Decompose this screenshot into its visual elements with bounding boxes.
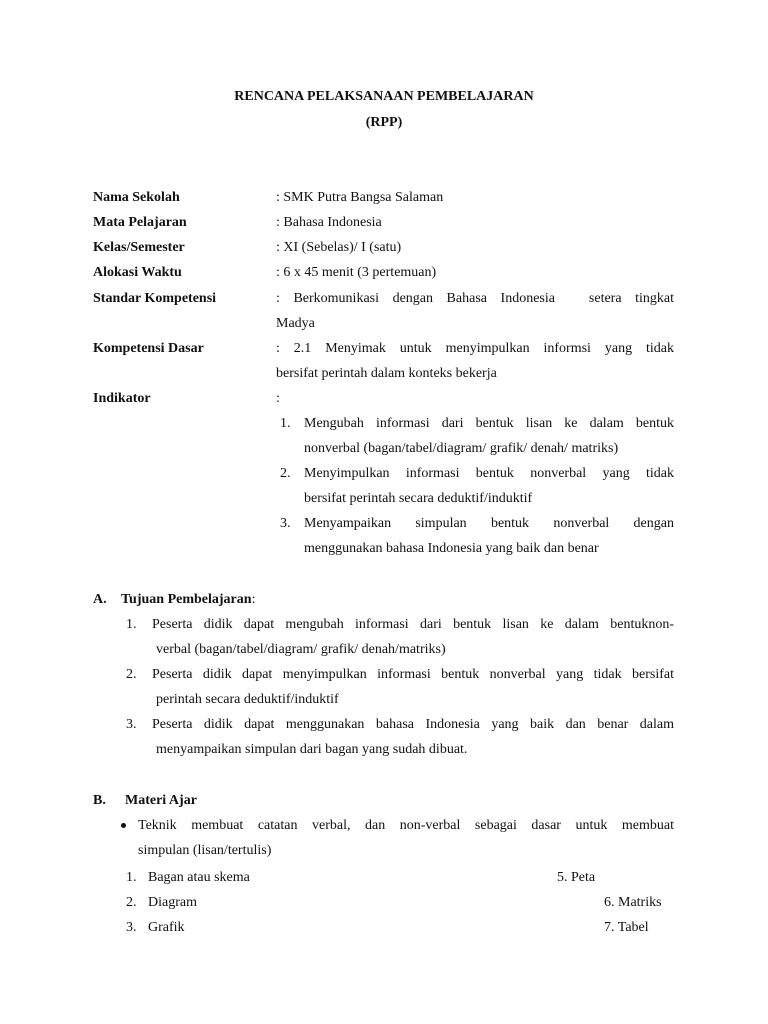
field-value: :: [276, 391, 280, 406]
tujuan-line2: perintah secara deduktif/induktif: [156, 692, 339, 707]
indikator-line2: bersifat perintah secara deduktif/induktif: [304, 491, 533, 506]
field-value-line2: Madya: [276, 316, 315, 331]
field-value: : 6 x 45 menit (3 pertemuan): [276, 265, 437, 280]
field-value: : SMK Putra Bangsa Salaman: [276, 190, 444, 205]
list-number: 3.: [126, 717, 137, 732]
list-number: 2.: [126, 667, 137, 682]
indikator-line2: nonverbal (bagan/tabel/diagram/ grafik/ denah/ matriks): [304, 441, 619, 456]
tujuan-line1: Peserta didik dapat mengubah informasi dari bentuk lisan ke dalam bentuknon-: [152, 617, 674, 632]
list-number: 1.: [126, 617, 137, 632]
field-value-line1: : Berkomunikasi dengan Bahasa Indonesia setera tingkat: [276, 291, 674, 306]
document-title: RENCANA PELAKSANAAN PEMBELAJARAN: [234, 89, 534, 104]
tujuan-line1: Peserta didik dapat menggunakan bahasa Indonesia yang baik dan benar dalam: [152, 717, 674, 732]
heading-colon: :: [251, 592, 256, 607]
tujuan-item: [126, 612, 674, 662]
list-text: Diagram: [148, 895, 197, 910]
section-letter: B.: [93, 793, 106, 808]
tujuan-item: [126, 712, 674, 762]
section-heading: Tujuan Pembelajaran: [121, 592, 252, 607]
list-number: 1.: [126, 870, 137, 885]
list-text-right: 5. Peta: [557, 870, 596, 885]
list-text: Bagan atau skema: [148, 870, 250, 885]
section-heading-wrap: [121, 587, 255, 612]
list-number: 1.: [280, 416, 291, 431]
list-number: 2.: [126, 895, 137, 910]
indikator-line1: Menyimpulkan informasi bentuk nonverbal yang tidak: [304, 466, 674, 481]
identity-row-kompetensi-dasar: [93, 336, 674, 386]
section-letter: A.: [93, 592, 107, 607]
list-number: 3.: [280, 516, 291, 531]
field-value: : Bahasa Indonesia: [276, 215, 382, 230]
identity-row-standar-kompetensi: [93, 286, 674, 336]
field-label: Nama Sekolah: [93, 190, 180, 205]
list-text-right: 6. Matriks: [604, 895, 662, 910]
field-label: Standar Kompetensi: [93, 291, 217, 306]
field-value-line1: : 2.1 Menyimak untuk menyimpulkan informsi yang tidak: [276, 341, 674, 356]
field-label: Mata Pelajaran: [93, 215, 187, 230]
materi-bullet-item: [118, 813, 674, 863]
list-text: Grafik: [148, 920, 185, 935]
indikator-item: [280, 511, 674, 561]
bullet-icon: [121, 823, 126, 828]
field-label: Kompetensi Dasar: [93, 341, 204, 356]
field-value-line2: bersifat perintah dalam konteks bekerja: [276, 366, 497, 381]
field-label: Kelas/Semester: [93, 240, 185, 255]
list-number: 2.: [280, 466, 291, 481]
document-subtitle: (RPP): [365, 115, 403, 130]
field-value: : XI (Sebelas)/ I (satu): [276, 240, 402, 255]
tujuan-item: [126, 662, 674, 712]
indikator-line1: Mengubah informasi dari bentuk lisan ke dalam bentuk: [304, 416, 674, 431]
tujuan-line2: verbal (bagan/tabel/diagram/ grafik/ denah/matriks): [156, 642, 446, 657]
bullet-line2: simpulan (lisan/tertulis): [138, 843, 272, 858]
tujuan-line2: menyampaikan simpulan dari bagan yang sudah dibuat.: [156, 742, 468, 757]
indikator-item: [280, 461, 674, 511]
indikator-line1: Menyampaikan simpulan bentuk nonverbal dengan: [304, 516, 674, 531]
section-heading: Materi Ajar: [125, 793, 197, 808]
field-label: Alokasi Waktu: [93, 265, 182, 280]
list-text-right: 7. Tabel: [604, 920, 649, 935]
field-label: Indikator: [93, 391, 151, 406]
bullet-line1: Teknik membuat catatan verbal, dan non-verbal sebagai dasar untuk membuat: [138, 818, 674, 833]
indikator-item: [280, 411, 674, 461]
tujuan-line1: Peserta didik dapat menyimpulkan informasi bentuk nonverbal yang tidak bersifat: [152, 667, 674, 682]
indikator-line2: menggunakan bahasa Indonesia yang baik dan benar: [304, 541, 599, 556]
list-number: 3.: [126, 920, 137, 935]
